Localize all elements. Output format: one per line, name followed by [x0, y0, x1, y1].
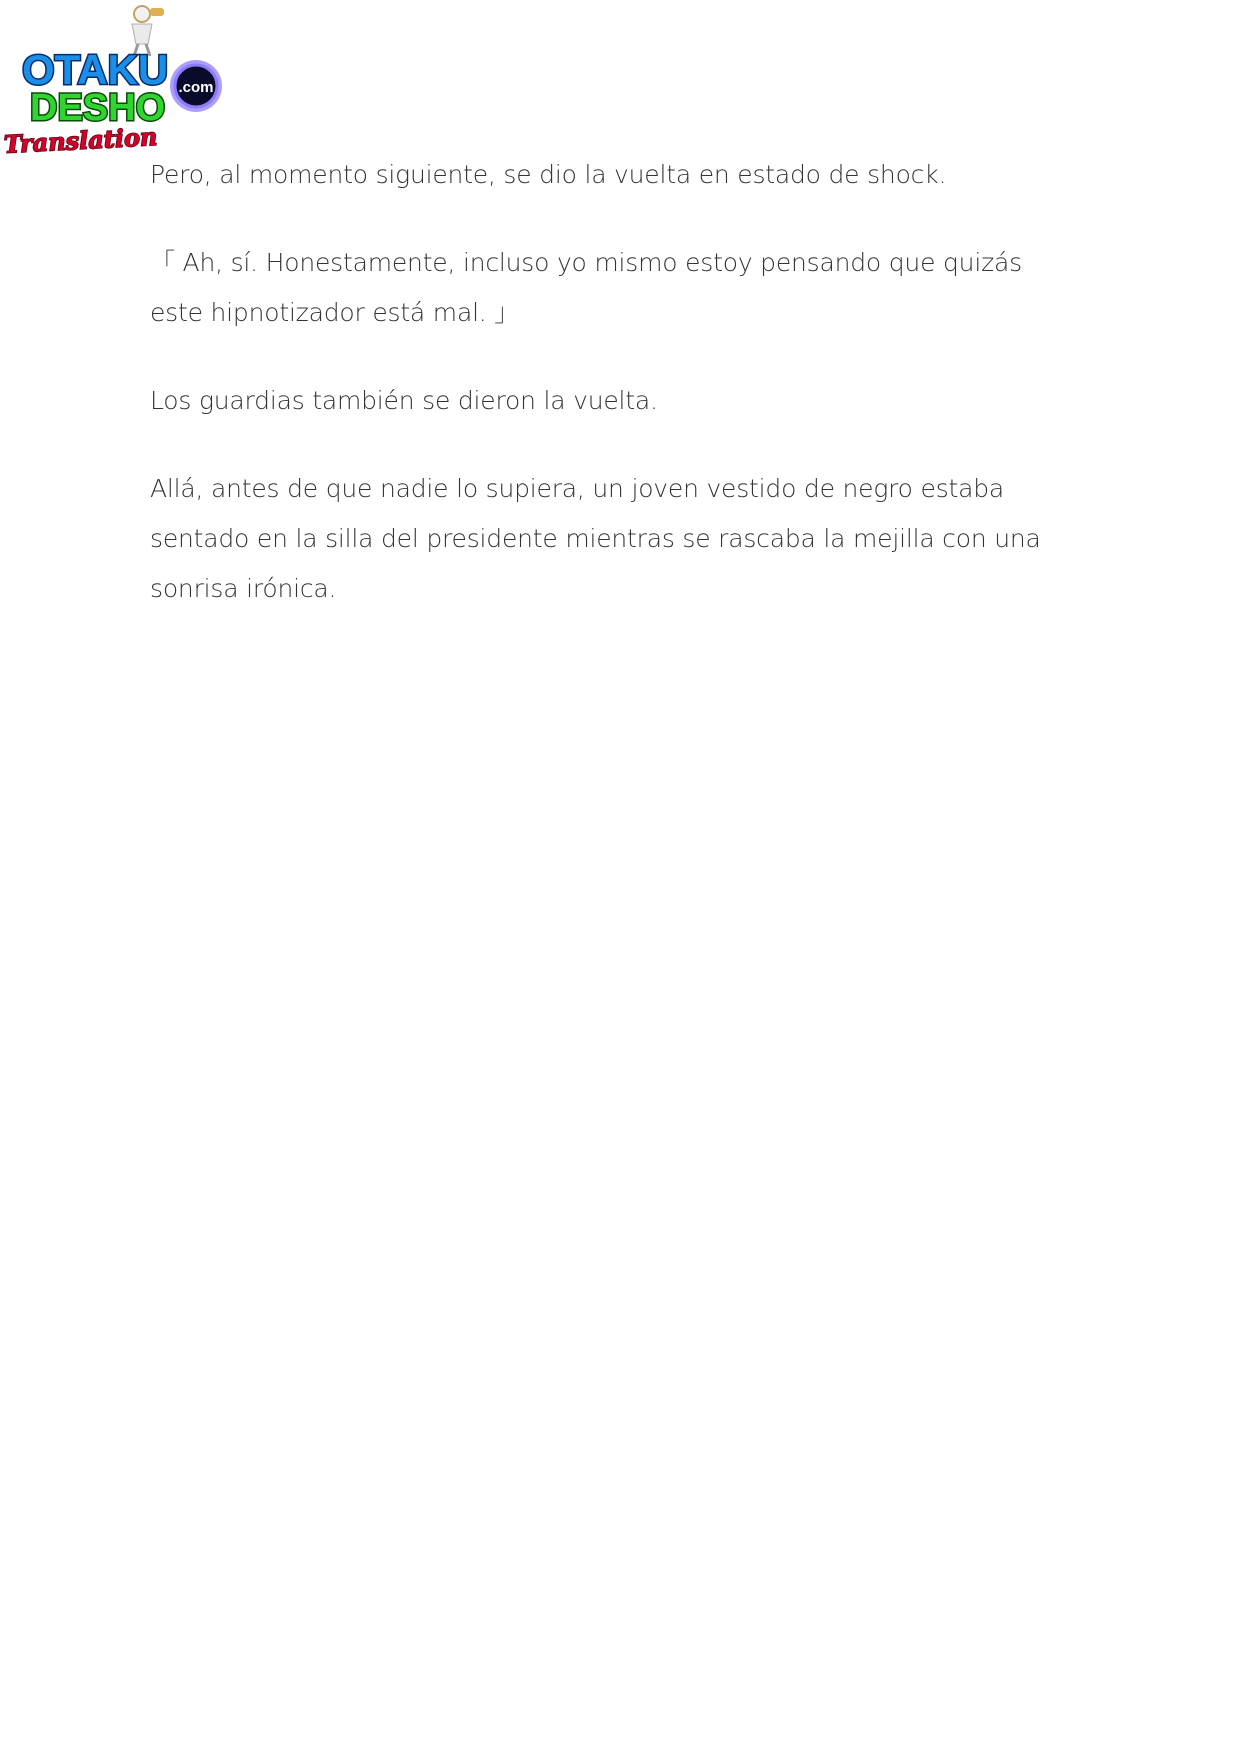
paragraph-1: Pero, al momento siguiente, se dio la vuelta en estado de shock. — [150, 160, 947, 189]
site-logo — [0, 0, 230, 160]
domain-badge — [170, 60, 222, 112]
logo-desho-text: DESHO — [30, 87, 166, 129]
logo-translation-text: Translation — [3, 121, 159, 159]
paragraph-3: Los guardias también se dieron la vuelta. — [150, 386, 658, 415]
paragraph-2: 「 Ah, sí. Honestamente, incluso yo mismo estoy pensando que quizás este hipnotizador está mal. 」 — [150, 248, 1022, 327]
paragraph-4: Allá, antes de que nadie lo supiera, un joven vestido de negro estaba sentado en la silla del presidente mientras se rascaba la mejilla con una sonrisa irónica. — [150, 474, 1041, 603]
otakudesho-logo-image — [0, 0, 230, 160]
logo-domain-text: .com — [178, 79, 214, 96]
document-body — [150, 150, 1080, 652]
logo-otaku-text: OTAKU — [22, 46, 169, 93]
